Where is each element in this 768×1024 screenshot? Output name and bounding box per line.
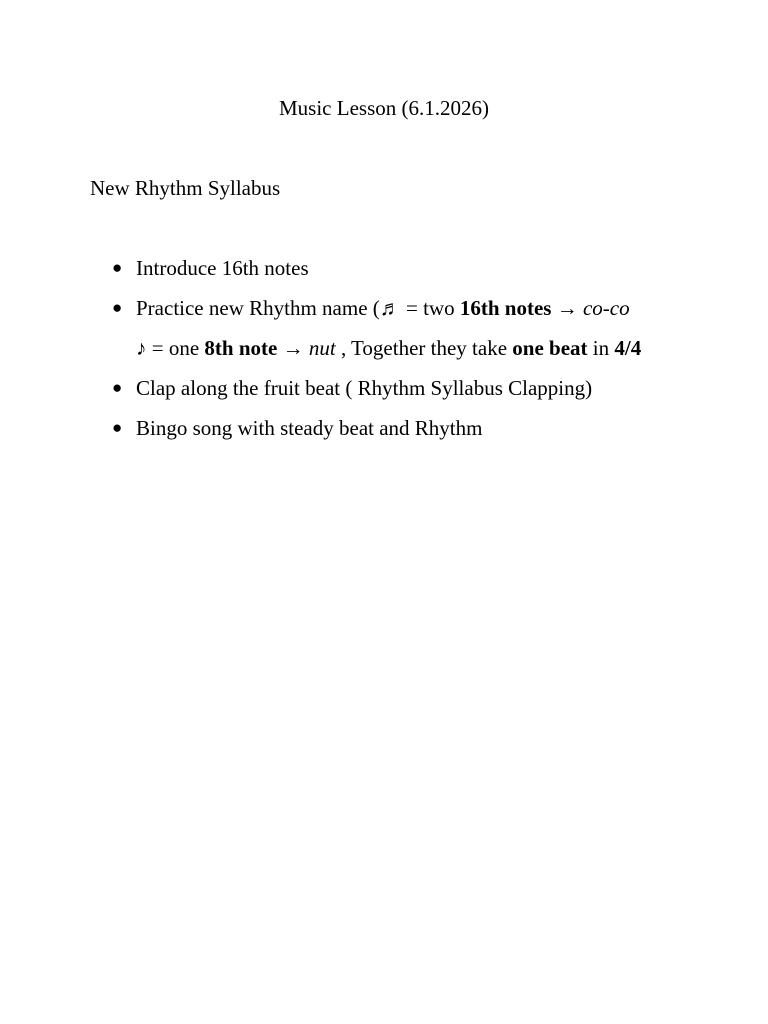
- list-item-introduce: [112, 248, 678, 288]
- bullet-dot-icon: ●: [112, 418, 123, 437]
- practice-text-5: in: [587, 336, 615, 360]
- list-item-text: Introduce 16th notes: [136, 256, 309, 280]
- sixteenth-notes-icon: ♬: [379, 296, 401, 320]
- beat-label: one beat: [512, 336, 588, 360]
- eighth-note-label: 8th note: [204, 336, 278, 360]
- list-item-bingo: [112, 408, 678, 448]
- bullet-dot-icon: ●: [112, 378, 123, 397]
- practice-text-3: = one: [146, 336, 205, 360]
- bullet-list: [112, 248, 678, 448]
- section-heading: New Rhythm Syllabus: [90, 176, 281, 200]
- practice-text-2: = two: [400, 296, 460, 320]
- practice-text-1: Practice new Rhythm name (: [136, 296, 380, 320]
- sixteenth-notes-label: 16th notes: [459, 296, 552, 320]
- eighth-note-icon: ♪: [136, 336, 147, 360]
- time-signature: 4/4: [614, 336, 642, 360]
- arrow-icon: →: [551, 296, 583, 320]
- list-item-practice: [112, 288, 678, 368]
- document-title: Music Lesson (6.1.2026): [279, 96, 489, 120]
- bullet-dot-icon: ●: [112, 298, 123, 317]
- eighth-rhythm-name: nut: [308, 336, 336, 360]
- bullet-dot-icon: ●: [112, 258, 123, 277]
- arrow-icon: →: [277, 336, 309, 360]
- practice-text-4: , Together they take: [335, 336, 513, 360]
- list-item-text: Bingo song with steady beat and Rhythm: [136, 416, 483, 440]
- list-item-text: Clap along the fruit beat ( Rhythm Syllabus Clapping): [136, 376, 593, 400]
- list-item-clap: [112, 368, 678, 408]
- sixteenth-rhythm-name: co-co: [582, 296, 630, 320]
